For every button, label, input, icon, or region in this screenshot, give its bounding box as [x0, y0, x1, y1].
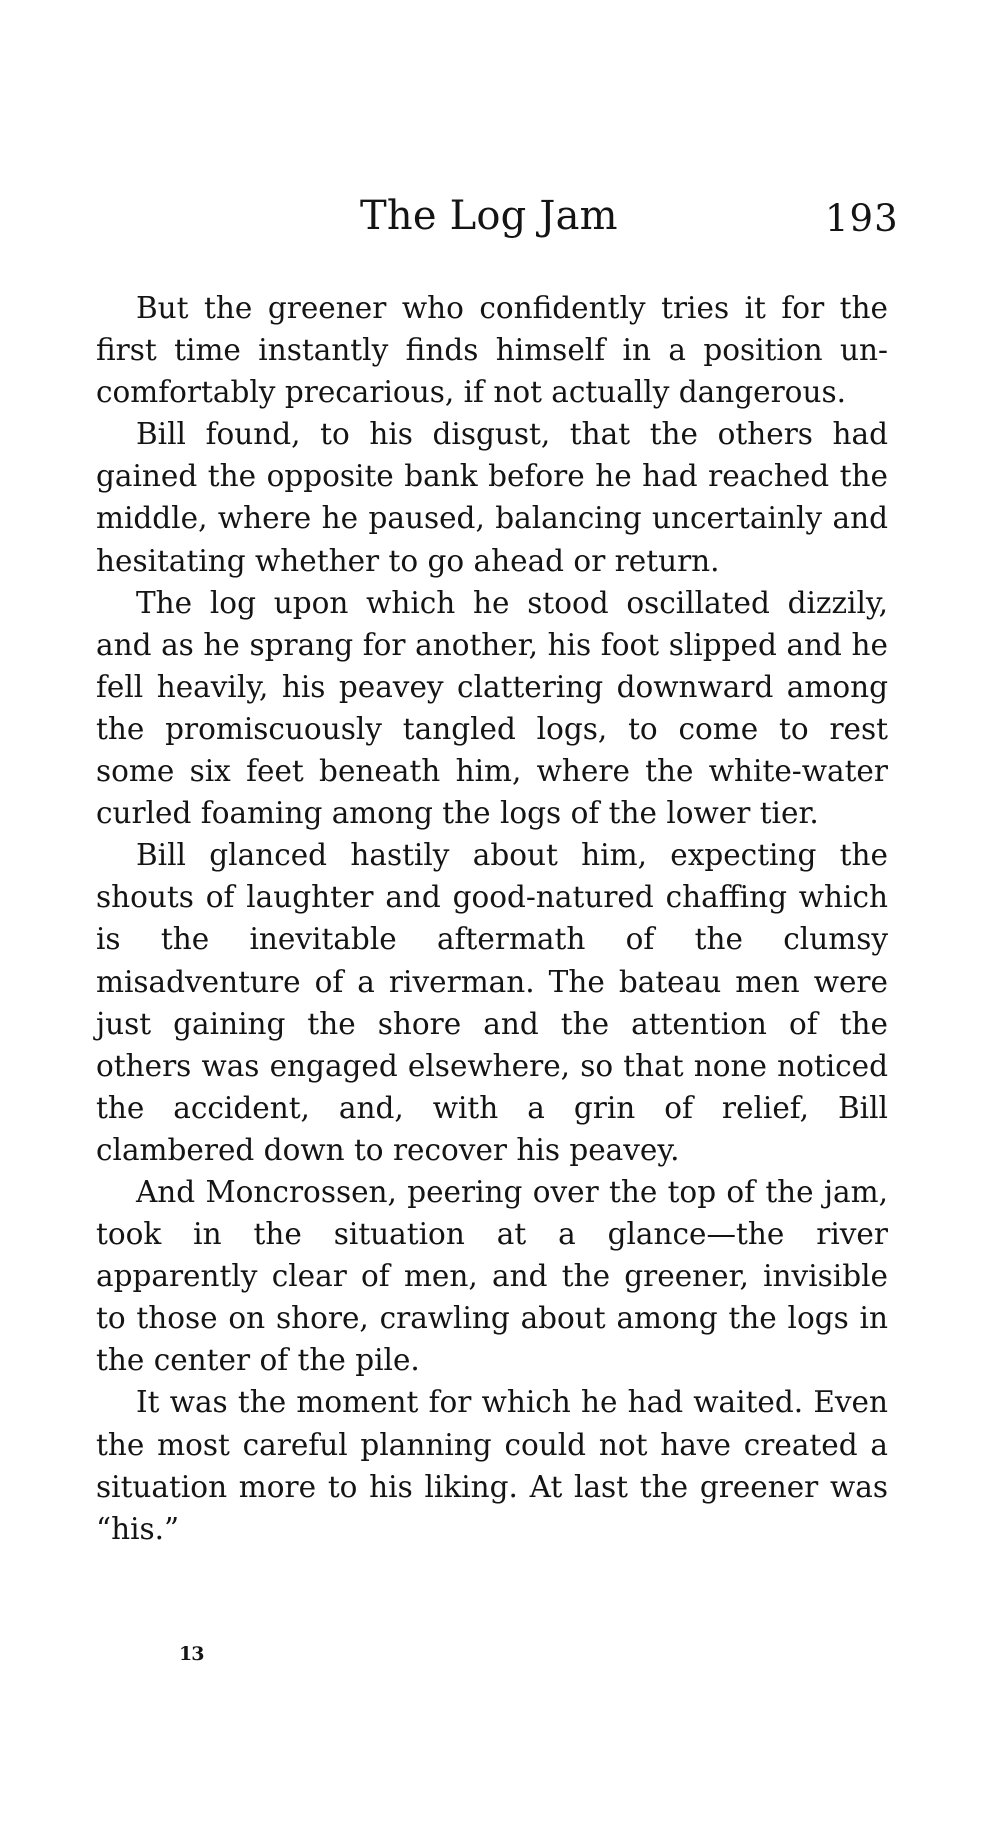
running-title: The Log Jam: [360, 193, 618, 239]
paragraph: Bill found, to his disgust, that the others had gained the opposite bank before he had reached the middle, where he paused, balancing uncertainly and hesitating whether to go ahead or return.: [96, 417, 888, 578]
paragraph: But the greener who confidently tries it for the first time instantly finds himself in a position un-comfortably precarious, if not actually dangerous.: [96, 291, 888, 410]
body-text: [96, 287, 888, 1550]
paragraph: It was the moment for which he had waited. Even the most careful planning could not have created a situation more to his liking. At last the greener was “his.”: [96, 1385, 888, 1546]
paragraph: The log upon which he stood oscillated dizzily, and as he sprang for another, his foot slipped and he fell heavily, his peavey clattering downward among the promiscuously tangled logs, to come to rest some six feet beneath him, where the white-water curled foaming among the logs of the lower tier.: [96, 585, 888, 831]
signature-mark: 13: [179, 1643, 204, 1665]
paragraph: And Moncrossen, peering over the top of the jam, took in the situation at a glance—the river apparently clear of men, and the greener, invisible to those on shore, crawling about among the logs in the center of the pile.: [96, 1174, 888, 1378]
running-head: [0, 193, 1000, 243]
page-number: 193: [825, 197, 899, 240]
paragraph: Bill glanced hastily about him, expecting the shouts of laughter and good-natured chaffing which is the inevitable aftermath of the clumsy misadventure of a riverman. The bateau men were just gaining the shore and the attention of the others was engaged elsewhere, so that none noticed the accident, and, with a grin of relief, Bill clambered down to recover his peavey.: [96, 838, 888, 1167]
